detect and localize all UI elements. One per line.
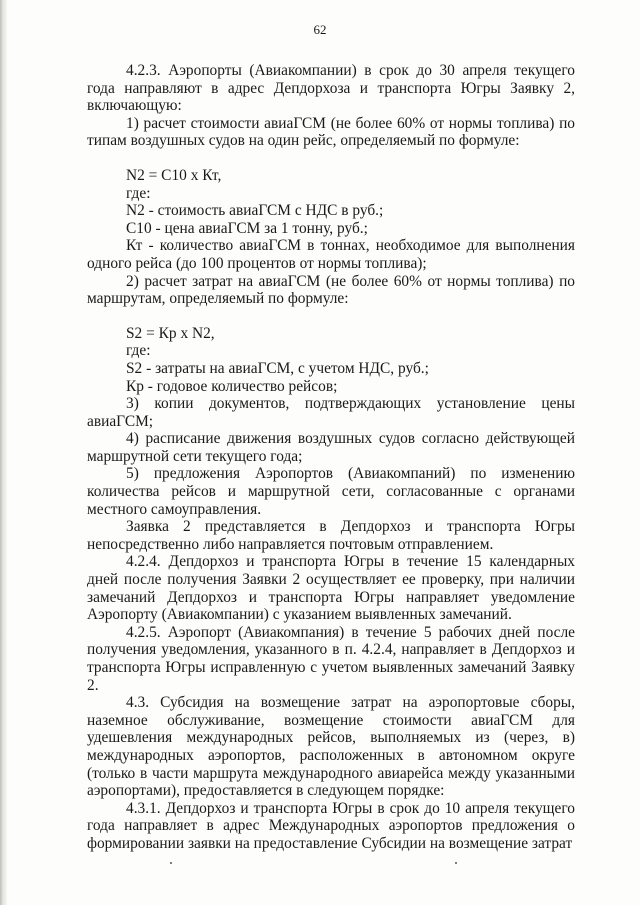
where-label: где: [126, 342, 151, 360]
spacer [87, 150, 575, 167]
list-item-5: 5) предложения Аэропортов (Авиакомпаний) по изменению количества рейсов и маршрутной сети, согласованные с органами местного самоуправления. [87, 465, 575, 518]
paragraph-submission: Заявка 2 представляется в Депдорхоз и транспорта Югры непосредственно либо направляется почтовым отправлением. [87, 518, 575, 553]
list-item-3: 3) копии документов, подтверждающих установление цены авиаГСМ; [87, 395, 575, 430]
paragraph-4-2-5: 4.2.5. Аэропорт (Авиакомпания) в течение 5 рабочих дней после получения уведомления, указанного в п. 4.2.4, направляет в Депдорхоз и транспорта Югры исправленную с учетом выявленных замечаний Заявку 2. [87, 623, 575, 694]
definition-s2: S2 - затраты на авиаГСМ, с учетом НДС, руб.; [126, 359, 429, 377]
scan-left-edge [0, 0, 7, 905]
definition-kp: Кр - годовое количество рейсов; [126, 377, 338, 395]
formula-n2: N2 = C10 x Кт, [126, 166, 222, 184]
scan-speck [455, 862, 457, 864]
list-item-1: 1) расчет стоимости авиаГСМ (не более 60% от нормы топлива) по типам воздушных судов на один рейс, определяемый по формуле: [87, 114, 575, 150]
definition-c10: C10 - цена авиаГСМ за 1 тонну, руб.; [126, 219, 368, 237]
list-item-2: 2) расчет затрат на авиаГСМ (не более 60% от нормы топлива) по маршрутам, определяемый по формуле: [87, 272, 575, 308]
paragraph-4-3-1: 4.3.1. Депдорхоз и транспорта Югры в срок до 10 апреля текущего года направляет в адрес Международных аэропортов предложения о формировании заявки на предоставление Субсидии на возмещение затрат [87, 799, 575, 852]
paragraph-4-2-4: 4.2.4. Депдорхоз и транспорта Югры в течение 15 календарных дней после получения Заявки 2 осуществляет ее проверку, при наличии замечаний Депдорхоз и транспорта Югры направляет уведомление Аэропорту (Авиакомпании) с указанием выявленных замечаний. [87, 553, 575, 624]
paragraph-4-3: 4.3. Субсидия на возмещение затрат на аэропортовые сборы, наземное обслуживание, возмещение стоимости авиаГСМ для удешевления международных рейсов, выполняемых из (через, в) международных аэропортов, расположенных в автономном округе (только в части маршрута международного авиарейса между указанными аэропортами), предоставляется в следующем порядке: [87, 694, 575, 800]
definition-n2: N2 - стоимость авиаГСМ с НДС в руб.; [126, 202, 384, 220]
list-item-4: 4) расписание движения воздушных судов согласно действующей маршрутной сети текущего года; [87, 430, 575, 465]
paragraph-4-2-3: 4.2.3. Аэропорты (Авиакомпании) в срок до 30 апреля текущего года направляют в адрес Депдорхоза и транспорта Югры Заявку 2, включающую: [87, 62, 575, 115]
scan-speck [170, 862, 172, 864]
definition-kt: Кт - количество авиаГСМ в тоннах, необходимое для выполнения одного рейса (до 100 процентов от нормы топлива); [87, 237, 575, 272]
page-number: 62 [313, 22, 327, 37]
formula-s2: S2 = Кр x N2, [126, 324, 215, 342]
where-label: где: [126, 184, 151, 202]
document-body [87, 62, 575, 853]
spacer [87, 308, 575, 325]
